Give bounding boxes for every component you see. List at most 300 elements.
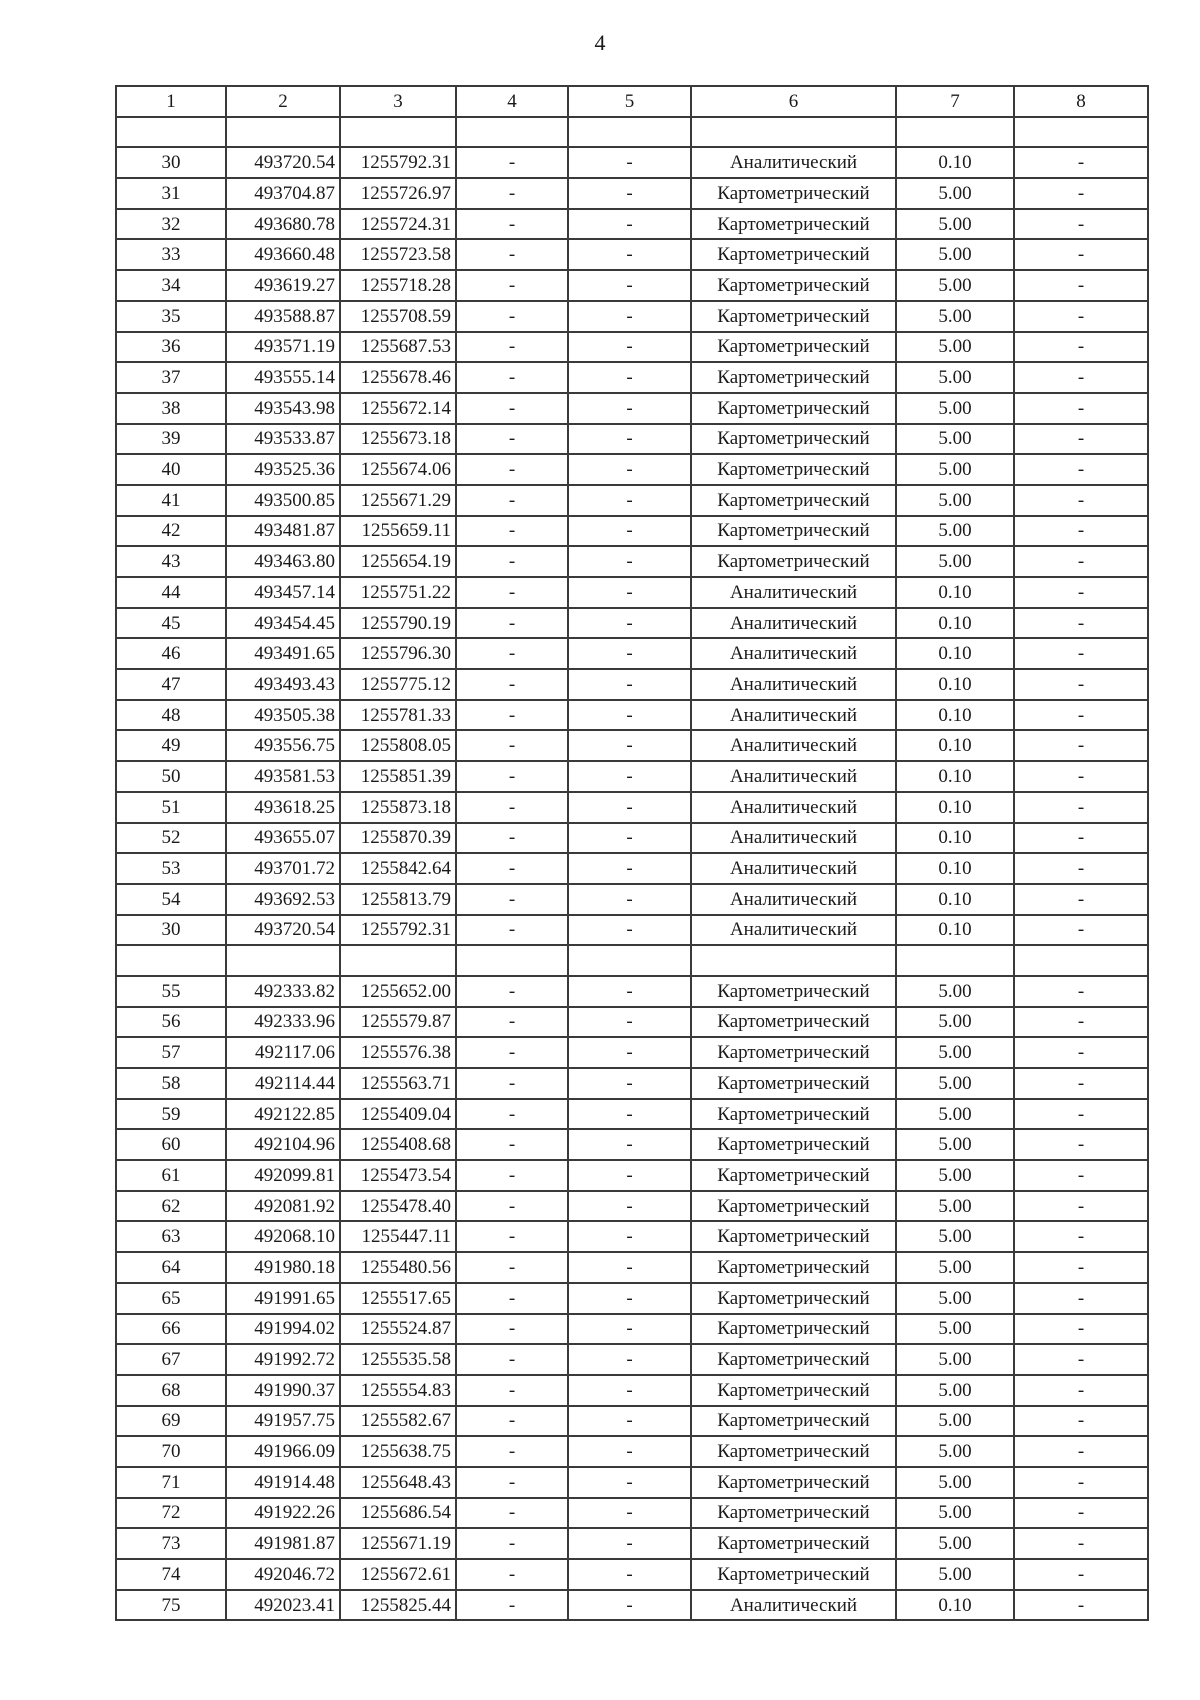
method-cell: Картометрический: [691, 424, 896, 455]
method-cell: Аналитический: [691, 1590, 896, 1621]
method-cell: Картометрический: [691, 393, 896, 424]
coordinate-x-cell: 491980.18: [226, 1252, 340, 1283]
column-8-cell: -: [1014, 1037, 1148, 1068]
column-5-cell: -: [568, 1406, 691, 1437]
point-number-cell: 54: [116, 884, 226, 915]
accuracy-cell: 5.00: [896, 1467, 1014, 1498]
table-row: [116, 1099, 1148, 1130]
column-4-cell: -: [456, 1314, 568, 1345]
coordinate-y-cell: 1255480.56: [340, 1252, 456, 1283]
coordinate-y-cell: 1255751.22: [340, 577, 456, 608]
table-row: [116, 1406, 1148, 1437]
coordinate-x-cell: 493457.14: [226, 577, 340, 608]
column-8-cell: -: [1014, 1590, 1148, 1621]
table-row: [116, 1498, 1148, 1529]
method-cell: Аналитический: [691, 669, 896, 700]
column-header: 4: [456, 86, 568, 117]
accuracy-cell: 5.00: [896, 1436, 1014, 1467]
table-row: [116, 792, 1148, 823]
column-4-cell: -: [456, 823, 568, 854]
table-row: [116, 516, 1148, 547]
column-4-cell: -: [456, 1129, 568, 1160]
coordinate-y-cell: 1255408.68: [340, 1129, 456, 1160]
accuracy-cell: 5.00: [896, 1406, 1014, 1437]
column-8-cell: -: [1014, 1129, 1148, 1160]
point-number-cell: 70: [116, 1436, 226, 1467]
blank-cell: [1014, 117, 1148, 148]
method-cell: Картометрический: [691, 454, 896, 485]
column-4-cell: -: [456, 485, 568, 516]
point-number-cell: 42: [116, 516, 226, 547]
column-8-cell: -: [1014, 853, 1148, 884]
coordinate-x-cell: 493454.45: [226, 608, 340, 639]
column-4-cell: -: [456, 1221, 568, 1252]
column-4-cell: -: [456, 884, 568, 915]
accuracy-cell: 5.00: [896, 1314, 1014, 1345]
point-number-cell: 63: [116, 1221, 226, 1252]
column-8-cell: -: [1014, 178, 1148, 209]
column-8-cell: -: [1014, 1099, 1148, 1130]
table-row: [116, 178, 1148, 209]
coordinate-x-cell: 493619.27: [226, 270, 340, 301]
coordinate-x-cell: 491991.65: [226, 1283, 340, 1314]
method-cell: Картометрический: [691, 332, 896, 363]
column-5-cell: -: [568, 1498, 691, 1529]
table-row: [116, 147, 1148, 178]
column-4-cell: -: [456, 239, 568, 270]
method-cell: Картометрический: [691, 976, 896, 1007]
coordinate-x-cell: 492333.96: [226, 1007, 340, 1038]
accuracy-cell: 5.00: [896, 976, 1014, 1007]
column-8-cell: -: [1014, 424, 1148, 455]
column-8-cell: -: [1014, 332, 1148, 363]
column-5-cell: -: [568, 239, 691, 270]
method-cell: Картометрический: [691, 1559, 896, 1590]
accuracy-cell: 5.00: [896, 1528, 1014, 1559]
point-number-cell: 33: [116, 239, 226, 270]
column-8-cell: -: [1014, 1314, 1148, 1345]
table-row: [116, 424, 1148, 455]
method-cell: Картометрический: [691, 301, 896, 332]
accuracy-cell: 5.00: [896, 1099, 1014, 1130]
point-number-cell: 74: [116, 1559, 226, 1590]
column-8-cell: -: [1014, 1498, 1148, 1529]
blank-cell: [896, 117, 1014, 148]
coordinate-y-cell: 1255671.19: [340, 1528, 456, 1559]
table-body: [116, 86, 1148, 1620]
column-5-cell: -: [568, 700, 691, 731]
table-row: [116, 669, 1148, 700]
coordinate-x-cell: 493481.87: [226, 516, 340, 547]
method-cell: Картометрический: [691, 209, 896, 240]
method-cell: Аналитический: [691, 823, 896, 854]
accuracy-cell: 0.10: [896, 608, 1014, 639]
point-number-cell: 48: [116, 700, 226, 731]
coordinate-y-cell: 1255870.39: [340, 823, 456, 854]
column-5-cell: -: [568, 393, 691, 424]
table-row: [116, 1129, 1148, 1160]
column-5-cell: -: [568, 362, 691, 393]
coordinate-y-cell: 1255535.58: [340, 1344, 456, 1375]
column-4-cell: -: [456, 1283, 568, 1314]
table-row: [116, 853, 1148, 884]
accuracy-cell: 0.10: [896, 669, 1014, 700]
accuracy-cell: 5.00: [896, 516, 1014, 547]
column-4-cell: -: [456, 209, 568, 240]
column-5-cell: -: [568, 976, 691, 1007]
column-4-cell: -: [456, 393, 568, 424]
table-row: [116, 730, 1148, 761]
coordinate-x-cell: 493720.54: [226, 147, 340, 178]
table-row: [116, 1160, 1148, 1191]
accuracy-cell: 5.00: [896, 239, 1014, 270]
point-number-cell: 47: [116, 669, 226, 700]
coordinate-y-cell: 1255672.61: [340, 1559, 456, 1590]
coordinate-y-cell: 1255563.71: [340, 1068, 456, 1099]
coordinate-y-cell: 1255724.31: [340, 209, 456, 240]
coordinate-y-cell: 1255790.19: [340, 608, 456, 639]
table-row: [116, 700, 1148, 731]
column-8-cell: -: [1014, 1406, 1148, 1437]
coordinate-x-cell: 492099.81: [226, 1160, 340, 1191]
accuracy-cell: 5.00: [896, 424, 1014, 455]
column-4-cell: -: [456, 178, 568, 209]
blank-cell: [691, 117, 896, 148]
accuracy-cell: 5.00: [896, 301, 1014, 332]
accuracy-cell: 5.00: [896, 1283, 1014, 1314]
table-row: [116, 1559, 1148, 1590]
coordinate-y-cell: 1255652.00: [340, 976, 456, 1007]
accuracy-cell: 5.00: [896, 1007, 1014, 1038]
column-5-cell: -: [568, 884, 691, 915]
method-cell: Картометрический: [691, 362, 896, 393]
method-cell: Картометрический: [691, 1037, 896, 1068]
column-4-cell: -: [456, 1099, 568, 1130]
method-cell: Картометрический: [691, 1314, 896, 1345]
column-5-cell: -: [568, 1467, 691, 1498]
column-8-cell: -: [1014, 1375, 1148, 1406]
table-row: [116, 1221, 1148, 1252]
column-5-cell: -: [568, 209, 691, 240]
column-8-cell: -: [1014, 239, 1148, 270]
coordinate-x-cell: 491992.72: [226, 1344, 340, 1375]
method-cell: Картометрический: [691, 1252, 896, 1283]
column-8-cell: -: [1014, 1068, 1148, 1099]
coordinate-x-cell: 492046.72: [226, 1559, 340, 1590]
column-4-cell: -: [456, 332, 568, 363]
column-4-cell: -: [456, 1007, 568, 1038]
method-cell: Аналитический: [691, 147, 896, 178]
point-number-cell: 41: [116, 485, 226, 516]
blank-cell: [456, 117, 568, 148]
coordinate-y-cell: 1255781.33: [340, 700, 456, 731]
coordinate-x-cell: 493555.14: [226, 362, 340, 393]
accuracy-cell: 5.00: [896, 1129, 1014, 1160]
coordinate-x-cell: 493660.48: [226, 239, 340, 270]
column-5-cell: -: [568, 270, 691, 301]
method-cell: Картометрический: [691, 1467, 896, 1498]
coordinate-y-cell: 1255813.79: [340, 884, 456, 915]
column-4-cell: -: [456, 1037, 568, 1068]
column-8-cell: -: [1014, 1221, 1148, 1252]
table-row: [116, 209, 1148, 240]
column-4-cell: -: [456, 730, 568, 761]
point-number-cell: 73: [116, 1528, 226, 1559]
column-5-cell: -: [568, 1283, 691, 1314]
method-cell: Аналитический: [691, 915, 896, 946]
point-number-cell: 72: [116, 1498, 226, 1529]
column-4-cell: -: [456, 516, 568, 547]
method-cell: Картометрический: [691, 1099, 896, 1130]
column-8-cell: -: [1014, 454, 1148, 485]
coordinate-y-cell: 1255648.43: [340, 1467, 456, 1498]
table-row: [116, 1007, 1148, 1038]
table-row: [116, 1375, 1148, 1406]
accuracy-cell: 0.10: [896, 915, 1014, 946]
method-cell: Картометрический: [691, 1406, 896, 1437]
accuracy-cell: 5.00: [896, 1068, 1014, 1099]
column-5-cell: -: [568, 638, 691, 669]
point-number-cell: 66: [116, 1314, 226, 1345]
point-number-cell: 55: [116, 976, 226, 1007]
accuracy-cell: 5.00: [896, 332, 1014, 363]
table-row: [116, 1314, 1148, 1345]
coordinate-x-cell: 493491.65: [226, 638, 340, 669]
point-number-cell: 44: [116, 577, 226, 608]
column-8-cell: -: [1014, 1344, 1148, 1375]
coordinate-x-cell: 492122.85: [226, 1099, 340, 1130]
column-8-cell: -: [1014, 792, 1148, 823]
coordinate-y-cell: 1255718.28: [340, 270, 456, 301]
accuracy-cell: 0.10: [896, 577, 1014, 608]
column-8-cell: -: [1014, 730, 1148, 761]
accuracy-cell: 5.00: [896, 1498, 1014, 1529]
method-cell: Аналитический: [691, 577, 896, 608]
column-5-cell: -: [568, 1068, 691, 1099]
coordinate-y-cell: 1255808.05: [340, 730, 456, 761]
column-header: 7: [896, 86, 1014, 117]
column-8-cell: -: [1014, 577, 1148, 608]
coordinate-x-cell: 492104.96: [226, 1129, 340, 1160]
point-number-cell: 46: [116, 638, 226, 669]
blank-cell: [340, 117, 456, 148]
coordinate-x-cell: 492333.82: [226, 976, 340, 1007]
column-header: 3: [340, 86, 456, 117]
table-row: [116, 577, 1148, 608]
blank-cell: [568, 945, 691, 976]
table-row: [116, 976, 1148, 1007]
point-number-cell: 56: [116, 1007, 226, 1038]
point-number-cell: 50: [116, 761, 226, 792]
point-number-cell: 65: [116, 1283, 226, 1314]
column-5-cell: -: [568, 1129, 691, 1160]
accuracy-cell: 5.00: [896, 1160, 1014, 1191]
accuracy-cell: 5.00: [896, 1559, 1014, 1590]
point-number-cell: 64: [116, 1252, 226, 1283]
column-4-cell: -: [456, 1252, 568, 1283]
coordinate-y-cell: 1255873.18: [340, 792, 456, 823]
coordinate-y-cell: 1255708.59: [340, 301, 456, 332]
column-5-cell: -: [568, 485, 691, 516]
blank-cell: [691, 945, 896, 976]
accuracy-cell: 5.00: [896, 1191, 1014, 1222]
column-4-cell: -: [456, 147, 568, 178]
column-8-cell: -: [1014, 915, 1148, 946]
method-cell: Картометрический: [691, 1221, 896, 1252]
coordinate-y-cell: 1255517.65: [340, 1283, 456, 1314]
column-8-cell: -: [1014, 976, 1148, 1007]
accuracy-cell: 0.10: [896, 730, 1014, 761]
column-8-cell: -: [1014, 1436, 1148, 1467]
table-row: [116, 485, 1148, 516]
column-8-cell: -: [1014, 1191, 1148, 1222]
column-8-cell: -: [1014, 1007, 1148, 1038]
column-5-cell: -: [568, 1344, 691, 1375]
coordinate-y-cell: 1255576.38: [340, 1037, 456, 1068]
table-row: [116, 454, 1148, 485]
coordinate-x-cell: 493704.87: [226, 178, 340, 209]
accuracy-cell: 5.00: [896, 209, 1014, 240]
coordinate-x-cell: 493500.85: [226, 485, 340, 516]
method-cell: Картометрический: [691, 1160, 896, 1191]
point-number-cell: 52: [116, 823, 226, 854]
coordinate-x-cell: 493618.25: [226, 792, 340, 823]
column-4-cell: -: [456, 270, 568, 301]
table-row: [116, 1252, 1148, 1283]
table-row: [116, 362, 1148, 393]
column-5-cell: -: [568, 730, 691, 761]
table-header-row: [116, 86, 1148, 117]
coordinate-x-cell: 491966.09: [226, 1436, 340, 1467]
accuracy-cell: 0.10: [896, 700, 1014, 731]
coordinate-x-cell: 491922.26: [226, 1498, 340, 1529]
coordinate-y-cell: 1255478.40: [340, 1191, 456, 1222]
column-8-cell: -: [1014, 147, 1148, 178]
point-number-cell: 59: [116, 1099, 226, 1130]
method-cell: Картометрический: [691, 1528, 896, 1559]
table-row: [116, 638, 1148, 669]
column-8-cell: -: [1014, 761, 1148, 792]
point-number-cell: 71: [116, 1467, 226, 1498]
column-8-cell: -: [1014, 546, 1148, 577]
column-4-cell: -: [456, 577, 568, 608]
coordinate-y-cell: 1255792.31: [340, 915, 456, 946]
point-number-cell: 40: [116, 454, 226, 485]
table-row: [116, 1467, 1148, 1498]
column-5-cell: -: [568, 1007, 691, 1038]
coordinate-x-cell: 493463.80: [226, 546, 340, 577]
method-cell: Картометрический: [691, 516, 896, 547]
accuracy-cell: 5.00: [896, 454, 1014, 485]
accuracy-cell: 5.00: [896, 1252, 1014, 1283]
method-cell: Аналитический: [691, 884, 896, 915]
accuracy-cell: 5.00: [896, 546, 1014, 577]
coordinate-x-cell: 493571.19: [226, 332, 340, 363]
accuracy-cell: 5.00: [896, 1344, 1014, 1375]
coordinate-y-cell: 1255674.06: [340, 454, 456, 485]
table-row: [116, 884, 1148, 915]
coordinate-y-cell: 1255447.11: [340, 1221, 456, 1252]
column-8-cell: -: [1014, 1252, 1148, 1283]
point-number-cell: 30: [116, 147, 226, 178]
coordinate-y-cell: 1255687.53: [340, 332, 456, 363]
column-5-cell: -: [568, 1191, 691, 1222]
column-8-cell: -: [1014, 209, 1148, 240]
coordinate-y-cell: 1255671.29: [340, 485, 456, 516]
point-number-cell: 75: [116, 1590, 226, 1621]
method-cell: Картометрический: [691, 1068, 896, 1099]
coordinate-y-cell: 1255672.14: [340, 393, 456, 424]
method-cell: Аналитический: [691, 792, 896, 823]
column-5-cell: -: [568, 761, 691, 792]
column-4-cell: -: [456, 700, 568, 731]
coordinate-y-cell: 1255775.12: [340, 669, 456, 700]
column-4-cell: -: [456, 853, 568, 884]
point-number-cell: 31: [116, 178, 226, 209]
accuracy-cell: 0.10: [896, 638, 1014, 669]
method-cell: Картометрический: [691, 1283, 896, 1314]
page-number: 4: [594, 30, 606, 55]
table-row: [116, 332, 1148, 363]
column-4-cell: -: [456, 1406, 568, 1437]
coordinate-x-cell: 493493.43: [226, 669, 340, 700]
coordinate-y-cell: 1255792.31: [340, 147, 456, 178]
accuracy-cell: 5.00: [896, 1375, 1014, 1406]
column-8-cell: -: [1014, 1559, 1148, 1590]
column-5-cell: -: [568, 301, 691, 332]
coordinate-x-cell: 493701.72: [226, 853, 340, 884]
method-cell: Картометрический: [691, 1375, 896, 1406]
column-5-cell: -: [568, 178, 691, 209]
column-8-cell: -: [1014, 485, 1148, 516]
point-number-cell: 69: [116, 1406, 226, 1437]
coordinate-y-cell: 1255678.46: [340, 362, 456, 393]
point-number-cell: 39: [116, 424, 226, 455]
coordinate-y-cell: 1255473.54: [340, 1160, 456, 1191]
accuracy-cell: 5.00: [896, 485, 1014, 516]
column-5-cell: -: [568, 853, 691, 884]
coordinate-x-cell: 493505.38: [226, 700, 340, 731]
table-row: [116, 915, 1148, 946]
method-cell: Картометрический: [691, 239, 896, 270]
column-4-cell: -: [456, 1160, 568, 1191]
column-5-cell: -: [568, 1375, 691, 1406]
point-number-cell: 32: [116, 209, 226, 240]
table-row: [116, 301, 1148, 332]
coordinate-y-cell: 1255409.04: [340, 1099, 456, 1130]
column-8-cell: -: [1014, 301, 1148, 332]
column-8-cell: -: [1014, 362, 1148, 393]
accuracy-cell: 0.10: [896, 853, 1014, 884]
blank-cell: [116, 117, 226, 148]
point-number-cell: 68: [116, 1375, 226, 1406]
column-4-cell: -: [456, 1436, 568, 1467]
accuracy-cell: 5.00: [896, 270, 1014, 301]
column-4-cell: -: [456, 424, 568, 455]
column-4-cell: -: [456, 761, 568, 792]
column-5-cell: -: [568, 792, 691, 823]
column-5-cell: -: [568, 1528, 691, 1559]
coordinate-x-cell: 492023.41: [226, 1590, 340, 1621]
column-header: 8: [1014, 86, 1148, 117]
method-cell: Картометрический: [691, 178, 896, 209]
column-4-cell: -: [456, 1191, 568, 1222]
point-number-cell: 61: [116, 1160, 226, 1191]
table-row: [116, 1037, 1148, 1068]
coordinate-y-cell: 1255726.97: [340, 178, 456, 209]
column-8-cell: -: [1014, 516, 1148, 547]
column-5-cell: -: [568, 1314, 691, 1345]
